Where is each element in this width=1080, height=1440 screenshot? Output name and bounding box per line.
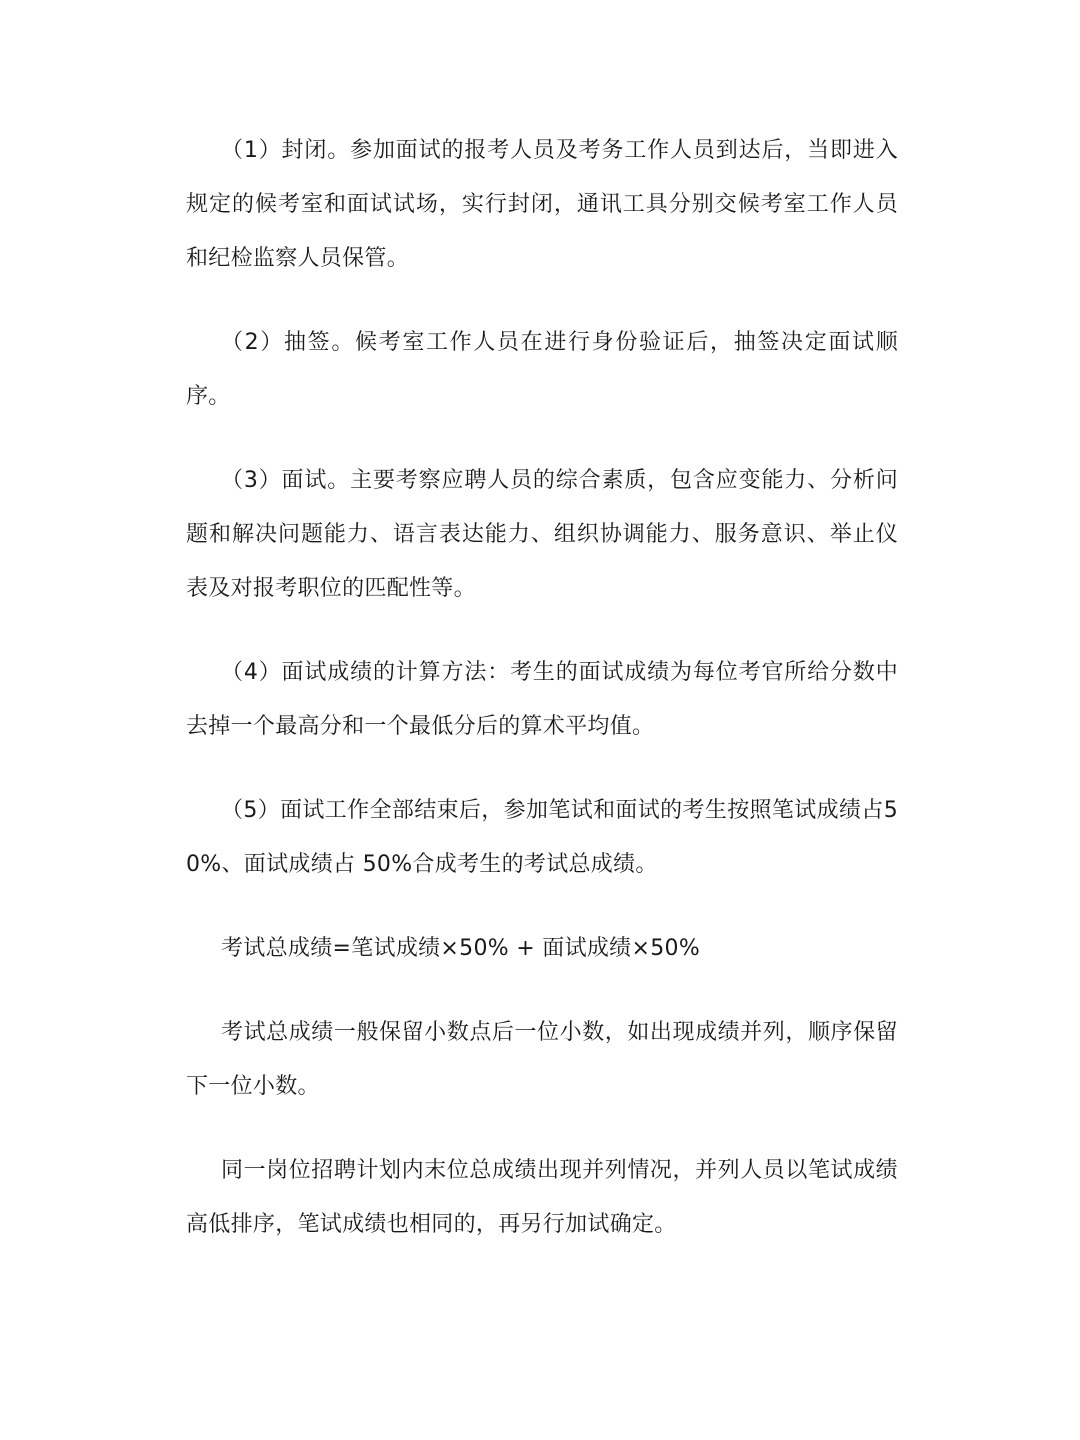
paragraph-formula: 考试总成绩=笔试成绩×50% + 面试成绩×50%: [221, 936, 701, 961]
paragraph-tie-rule: 同一岗位招聘计划内末位总成绩出现并列情况，并列人员以笔试成绩高低排序，笔试成绩也相同的，再另行加试确定。: [186, 1158, 898, 1237]
paragraph-score-calculation: （4）面试成绩的计算方法：考生的面试成绩为每位考官所给分数中去掉一个最高分和一个最低分后的算术平均值。: [186, 660, 898, 739]
paragraph-decimal-rule: 考试总成绩一般保留小数点后一位小数，如出现成绩并列，顺序保留下一位小数。: [186, 1020, 898, 1099]
paragraph-sealing: （1）封闭。参加面试的报考人员及考务工作人员到达后，当即进入规定的候考室和面试试场，实行封闭，通讯工具分别交候考室工作人员和纪检监察人员保管。: [186, 138, 898, 271]
paragraph-lottery: （2）抽签。候考室工作人员在进行身份验证后，抽签决定面试顺序。: [186, 330, 898, 409]
document-page: [186, 124, 898, 1252]
paragraph-interview: （3）面试。主要考察应聘人员的综合素质，包含应变能力、分析问题和解决问题能力、语言表达能力、组织协调能力、服务意识、举止仪表及对报考职位的匹配性等。: [186, 468, 898, 601]
paragraph-total-score: （5）面试工作全部结束后，参加笔试和面试的考生按照笔试成绩占50%、面试成绩占 50%合成考生的考试总成绩。: [186, 798, 898, 877]
